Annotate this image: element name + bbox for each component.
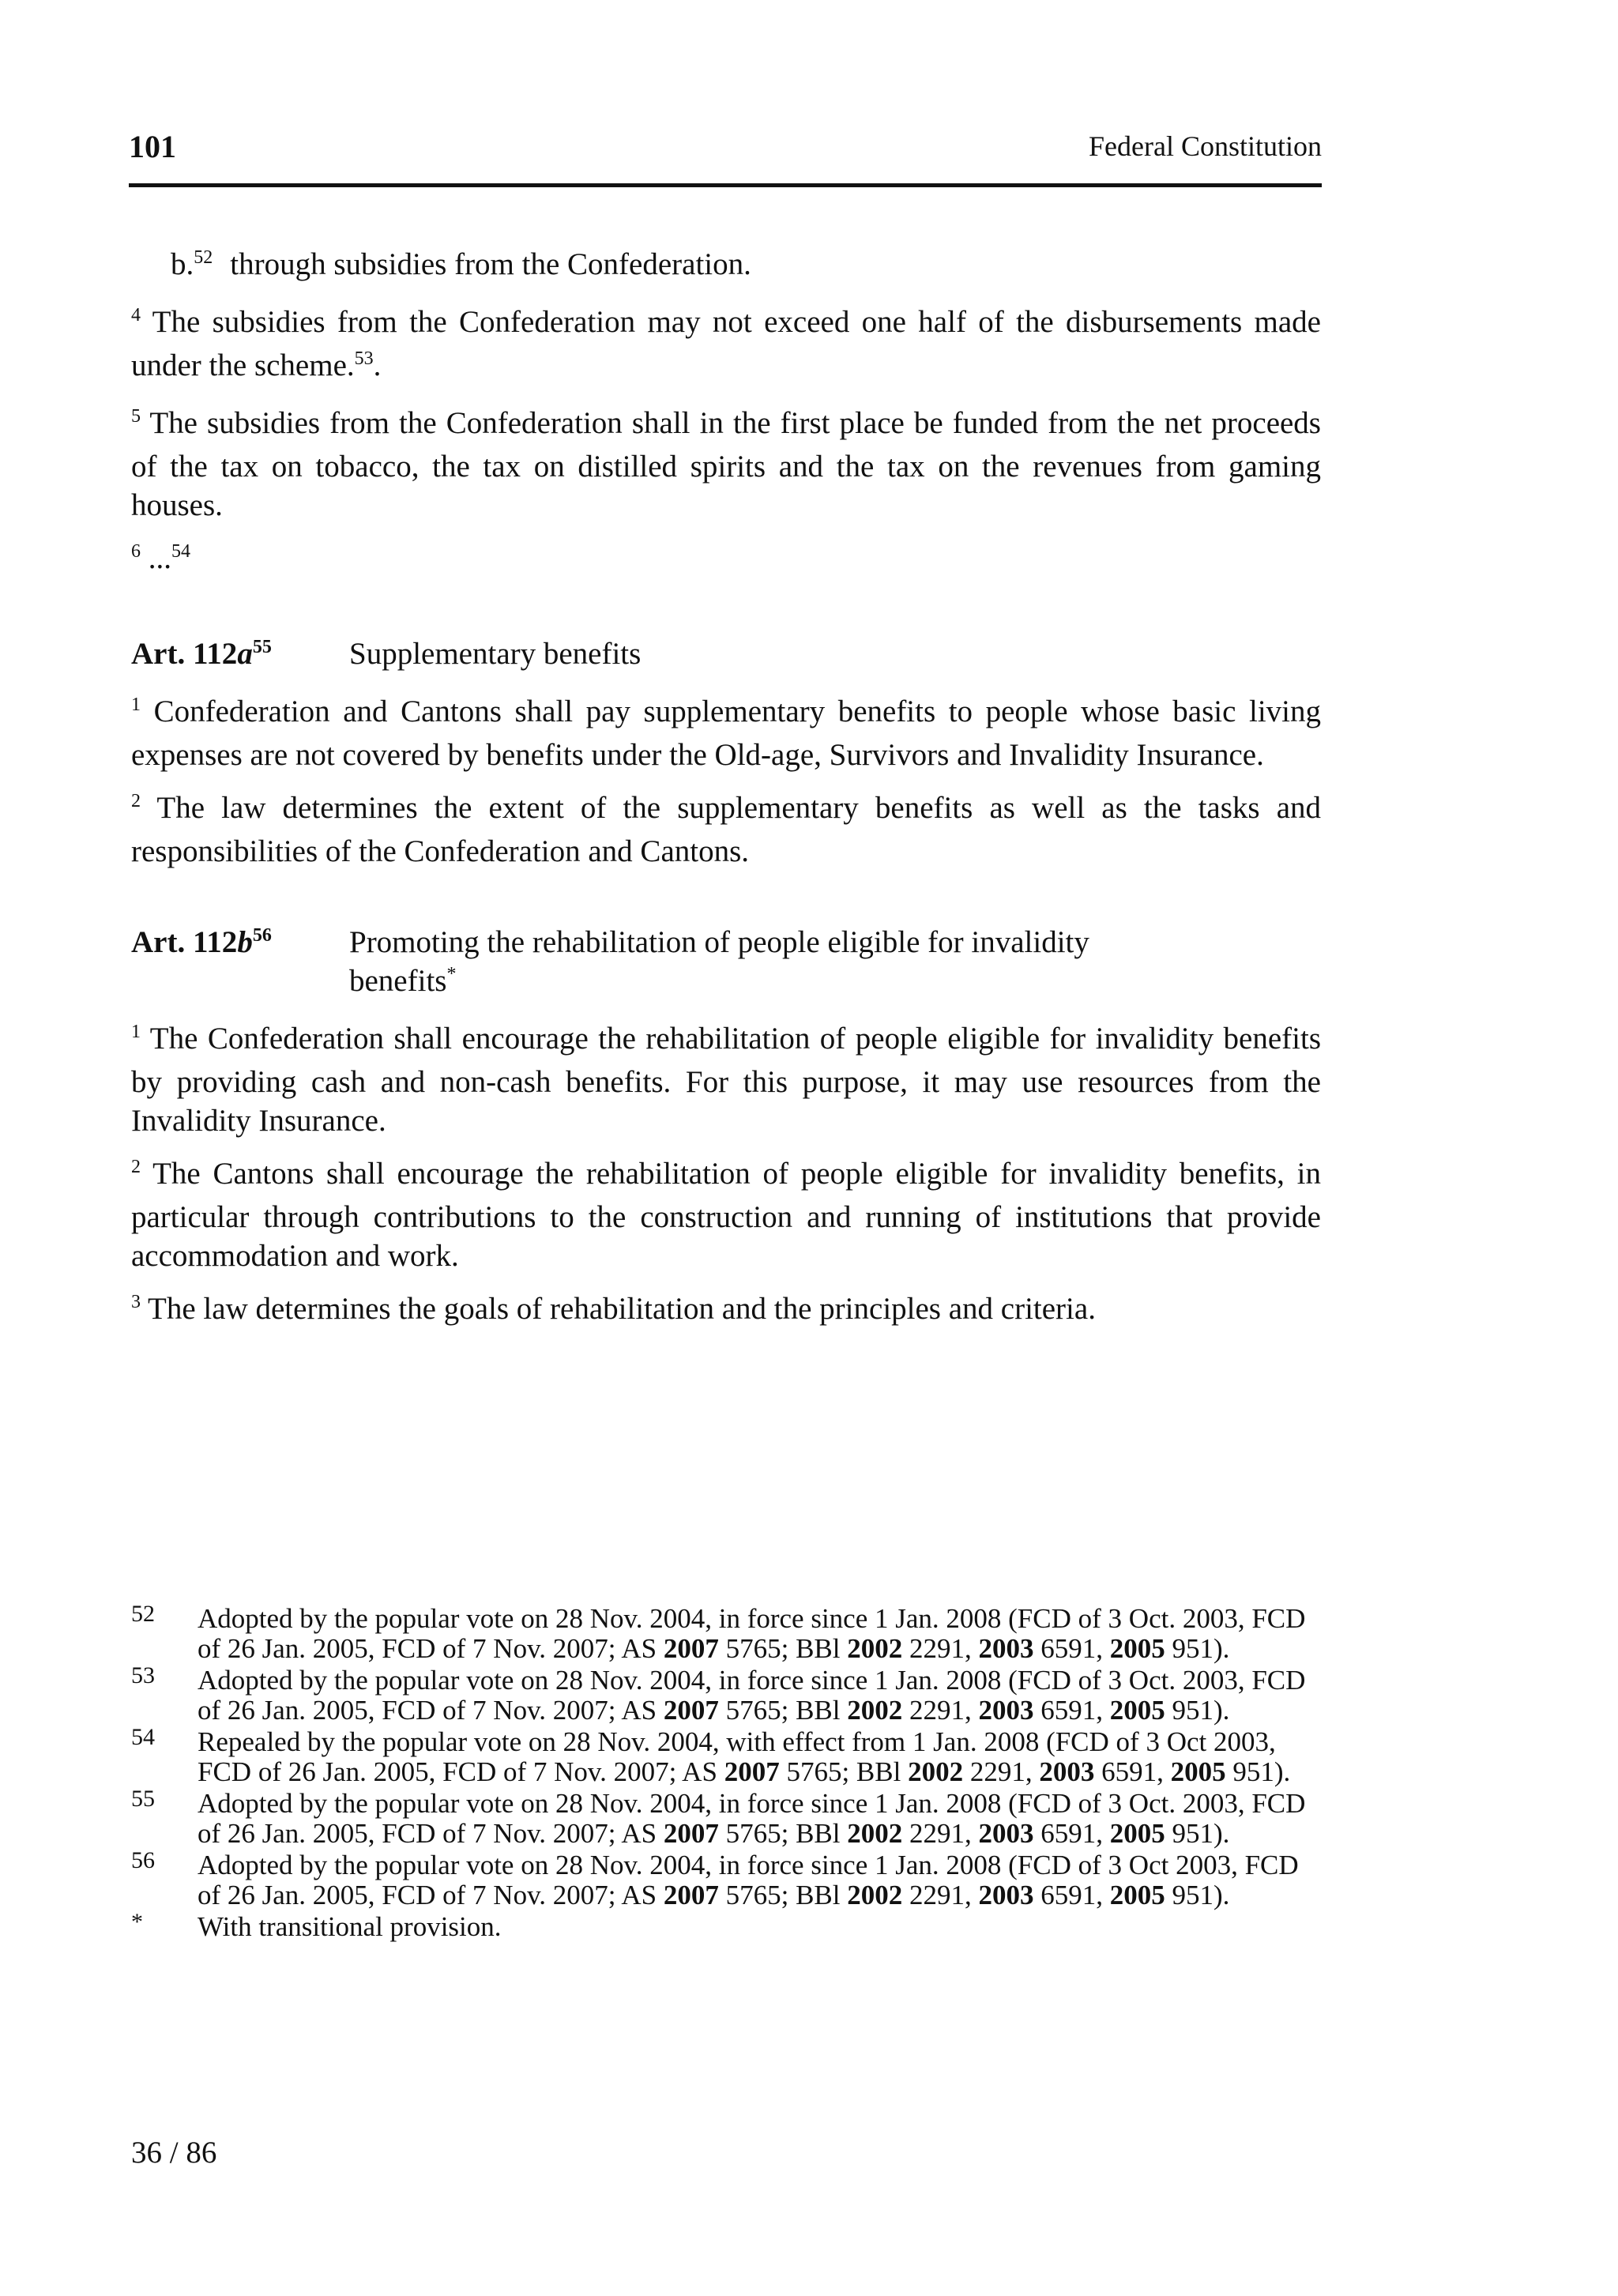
page-number: 101 [129,129,176,164]
list-item-b [131,245,1321,288]
main-text [131,245,1321,1347]
footnote-number: 54 [131,1724,155,1750]
footnote-transitional [131,1909,1321,1942]
paragraph-6 [131,539,1321,582]
paragraph-text: The Confederation shall encourage the rehabilitation of people eligible for invalidity benefits by providing cash and non-cash benefits. For this purpose, it may use resources from the Invalidity Insurance. [131,1022,1321,1138]
footnote-text: Adopted by the popular vote on 28 Nov. 2004, in force since 1 Jan. 2008 (FCD of 3 Oct 2003, FCD of 26 Jan. 2005, FCD of 7 Nov. 2007; AS 2007 5765; BBl 2002 2291, 2003 6591, 2005 951). [198,1850,1299,1910]
paragraph-number: 1 [131,694,141,715]
item-text: through subsidies from the Confederation. [230,247,751,281]
paragraph-number: 5 [131,406,141,427]
article-title: Supplementary benefits [349,637,642,671]
footnote-text: Adopted by the popular vote on 28 Nov. 2004, in force since 1 Jan. 2008 (FCD of 3 Oct. 2003, FCD of 26 Jan. 2005, FCD of 7 Nov. 2007; AS 2007 5765; BBl 2002 2291, 2003 6591, 2005 951). [198,1603,1306,1664]
footnote-ref[interactable]: 56 [252,925,272,946]
article-title [349,923,1187,1005]
article-112a-heading [131,634,1321,678]
footnote-ref[interactable]: 52 [194,247,213,268]
paragraph-number: 3 [131,1292,141,1312]
article-112a-paragraph-2 [131,789,1321,871]
footnote-ref[interactable]: 54 [171,541,190,562]
paragraph-4 [131,303,1321,390]
article-title-text: Promoting the rehabilitation of people eligible for invalidity benefits [349,925,1089,998]
article-number [131,634,349,678]
footnote-number: 55 [131,1786,155,1812]
paragraph-text: The subsidies from the Confederation shall in the first place be funded from the net proceeds of the tax on tobacco, the tax on distilled spirits and the tax on the revenues from gaming houses. [131,406,1321,522]
paragraph-text: The law determines the goals of rehabilitation and the principles and criteria. [148,1292,1096,1326]
paragraph-tail: . [373,348,382,382]
footnote-text: Repealed by the popular vote on 28 Nov. 2004, with effect from 1 Jan. 2008 (FCD of 3 Oct 2003, FCD of 26 Jan. 2005, FCD of 7 Nov. 2007; AS 2007 5765; BBl 2002 2291, 2003 6591, 2005 951). [198,1726,1291,1787]
paragraph-text: The Cantons shall encourage the rehabilitation of people eligible for invalidity benefits, in particular through contributions to the construction and running of institutions that provide accommodation and work. [131,1157,1322,1273]
footnote [131,1662,1321,1726]
footnote-number: 52 [131,1601,155,1627]
document-title: Federal Constitution [1089,130,1322,162]
footnote-ref[interactable]: 55 [252,637,272,657]
page-counter: 36 / 86 [131,2136,217,2170]
item-marker: b. [171,247,194,281]
footnote-text: Adopted by the popular vote on 28 Nov. 2004, in force since 1 Jan. 2008 (FCD of 3 Oct. 2003, FCD of 26 Jan. 2005, FCD of 7 Nov. 2007; AS 2007 5765; BBl 2002 2291, 2003 6591, 2005 951). [198,1788,1306,1849]
footnote-text: Adopted by the popular vote on 28 Nov. 2004, in force since 1 Jan. 2008 (FCD of 3 Oct. 2003, FCD of 26 Jan. 2005, FCD of 7 Nov. 2007; AS 2007 5765; BBl 2002 2291, 2003 6591, 2005 951). [198,1665,1306,1726]
footnote [131,1786,1321,1849]
footnotes [131,1601,1321,1944]
article-number [131,923,349,1005]
article-label: Art. 112 [131,637,238,671]
footnote-ref[interactable]: * [446,964,457,984]
paragraph-5 [131,404,1321,525]
footnote [131,1724,1321,1787]
page-header [129,128,1322,187]
article-112b-heading [131,923,1321,1005]
paragraph-text: The subsidies from the Confederation may not exceed one half of the disbursements made under the scheme. [131,305,1321,382]
article-letter: b [237,925,253,959]
footnote [131,1847,1321,1910]
footnote [131,1601,1321,1664]
article-112b-paragraph-1 [131,1019,1321,1140]
paragraph-number: 2 [131,1157,141,1177]
footnote-number: 56 [131,1847,155,1873]
footnote-number: 53 [131,1662,155,1688]
paragraph-number: 6 [131,541,141,562]
paragraph-text: ... [148,541,171,575]
paragraph-number: 4 [131,305,141,326]
article-label: Art. 112 [131,925,238,959]
paragraph-text: The law determines the extent of the supplementary benefits as well as the tasks and responsibilities of the Confederation and Cantons. [131,791,1322,868]
article-112a-paragraph-1 [131,692,1321,774]
paragraph-number: 2 [131,791,141,811]
footnote-ref[interactable]: 53 [354,348,374,369]
article-letter: a [237,637,253,671]
article-112b-paragraph-3 [131,1289,1321,1333]
paragraph-text: Confederation and Cantons shall pay supplementary benefits to people whose basic living expenses are not covered by benefits under the Old-age, Survivors and Invalidity Insurance. [131,694,1322,772]
footnote-text: With transitional provision. [198,1911,502,1942]
paragraph-number: 1 [131,1022,141,1042]
footnote-number: * [131,1909,143,1935]
article-112b-paragraph-2 [131,1154,1321,1275]
